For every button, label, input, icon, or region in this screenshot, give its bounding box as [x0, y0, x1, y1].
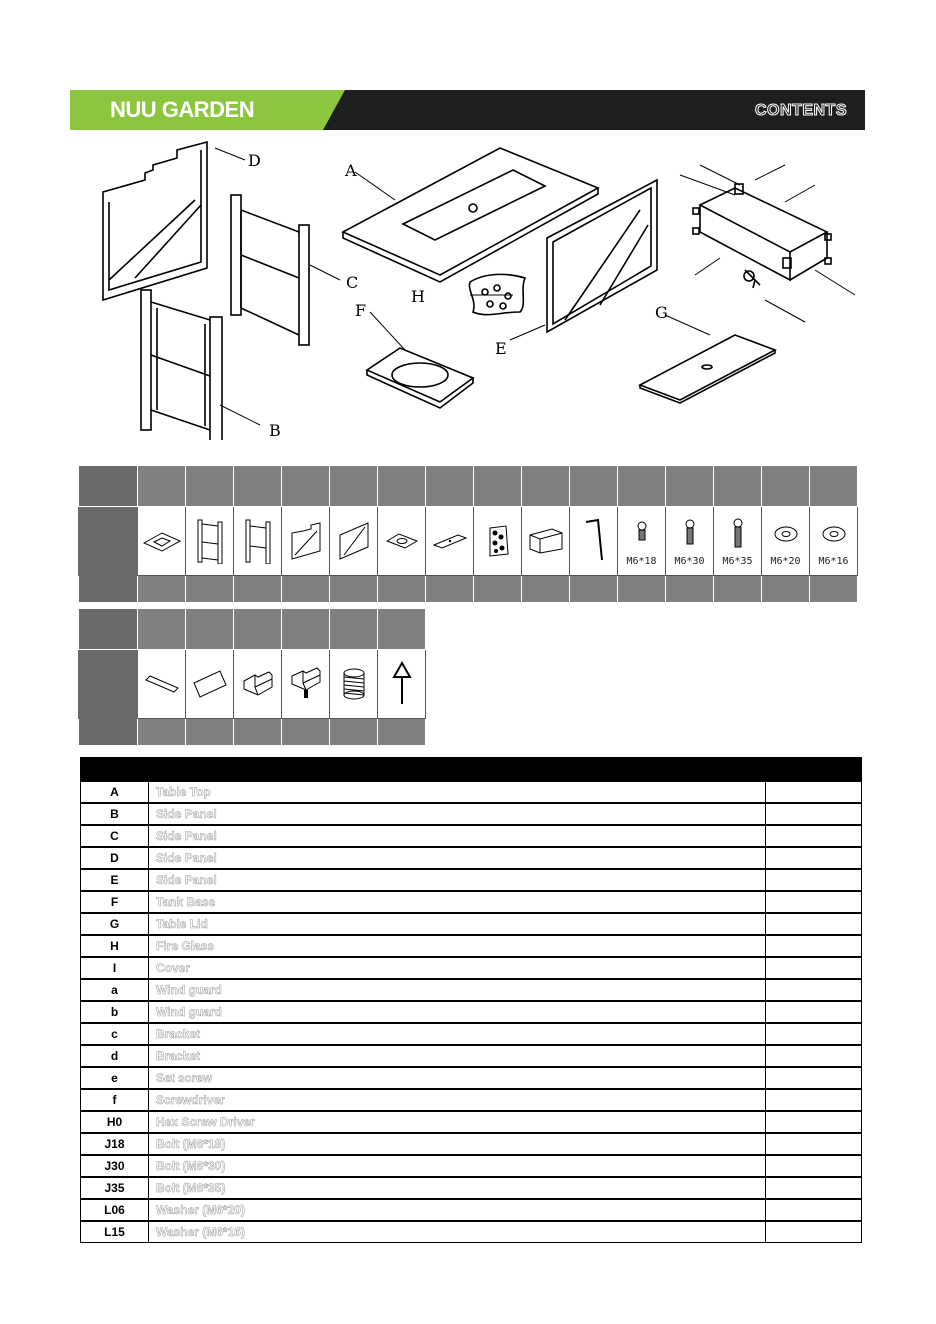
label-f: F	[355, 301, 367, 320]
grid-footer-cell	[762, 576, 810, 603]
part-code: f	[81, 1089, 149, 1111]
part-description: Screwdriver	[149, 1089, 766, 1111]
grid-header-cell	[474, 466, 522, 507]
hex-driver-icon	[570, 507, 618, 576]
grid-picture-lead	[79, 650, 138, 719]
tray-drawing	[693, 184, 831, 288]
part-code: a	[81, 979, 149, 1001]
grid-header-cell	[186, 466, 234, 507]
table-row	[81, 1001, 862, 1023]
part-code: G	[81, 913, 149, 935]
table-row	[81, 1155, 862, 1177]
part-description: Side Panel	[149, 847, 766, 869]
grid-header-row	[79, 466, 858, 507]
grid-picture-row	[79, 507, 858, 576]
part-c-drawing	[231, 195, 309, 345]
side-panel-e-icon	[330, 507, 378, 576]
part-code: J35	[81, 1177, 149, 1199]
grid-footer-cell	[234, 719, 282, 746]
table-row	[81, 803, 862, 825]
header-cell	[149, 758, 766, 782]
part-quantity	[766, 803, 862, 825]
part-quantity	[766, 869, 862, 891]
table-row	[81, 935, 862, 957]
part-quantity	[766, 1089, 862, 1111]
part-description: Tank Base	[149, 891, 766, 913]
part-quantity	[766, 1067, 862, 1089]
part-g-drawing	[640, 335, 775, 403]
grid-footer-cell	[330, 576, 378, 603]
part-quantity	[766, 781, 862, 803]
grid-header-cell	[522, 466, 570, 507]
table-row	[81, 913, 862, 935]
grid-picture-row	[79, 650, 426, 719]
fire-glass-icon	[474, 507, 522, 576]
parts-list-table	[80, 757, 862, 1243]
grid-header-cell	[666, 466, 714, 507]
part-quantity	[766, 1177, 862, 1199]
label-d: D	[248, 151, 261, 170]
part-quantity	[766, 979, 862, 1001]
grid-footer-row	[79, 719, 426, 746]
table-row	[81, 847, 862, 869]
table-row	[81, 1089, 862, 1111]
parts-grid-1	[78, 465, 858, 603]
part-description: Wind guard	[149, 1001, 766, 1023]
part-description: Side Panel	[149, 803, 766, 825]
part-a-drawing	[343, 148, 598, 282]
header-banner	[70, 90, 865, 130]
part-code: L15	[81, 1221, 149, 1243]
grid-header-cell	[138, 466, 186, 507]
part-code: e	[81, 1067, 149, 1089]
grid-header-cell	[330, 609, 378, 650]
brand-name: NUU GARDEN	[110, 97, 255, 122]
grid-header-cell	[618, 466, 666, 507]
grid-footer-cell	[282, 719, 330, 746]
table-row	[81, 1111, 862, 1133]
part-code: F	[81, 891, 149, 913]
part-description: Side Panel	[149, 869, 766, 891]
part-description: Bracket	[149, 1023, 766, 1045]
part-description: Washer (M6*16)	[149, 1221, 766, 1243]
part-quantity	[766, 957, 862, 979]
part-code: D	[81, 847, 149, 869]
table-row	[81, 1221, 862, 1243]
exploded-diagram	[95, 140, 865, 440]
header-cell	[766, 758, 862, 782]
table-row	[81, 891, 862, 913]
part-code: E	[81, 869, 149, 891]
part-code: J30	[81, 1155, 149, 1177]
tank-base-small-icon	[378, 507, 426, 576]
cover-icon	[522, 507, 570, 576]
label-g: G	[655, 303, 668, 322]
part-code: B	[81, 803, 149, 825]
part-code: b	[81, 1001, 149, 1023]
washer-icon	[810, 507, 858, 576]
table-row	[81, 1133, 862, 1155]
grid-header-cell	[282, 609, 330, 650]
part-description: Fire Glass	[149, 935, 766, 957]
part-quantity	[766, 1001, 862, 1023]
table-row	[81, 957, 862, 979]
size-label: M6*18	[626, 556, 657, 567]
part-quantity	[766, 847, 862, 869]
part-quantity	[766, 1111, 862, 1133]
table-row	[81, 1067, 862, 1089]
grid-header-row	[79, 609, 426, 650]
size-label: M6*16	[818, 556, 849, 567]
grid-footer-cell	[330, 719, 378, 746]
grid-picture-lead	[79, 507, 138, 576]
table-row	[81, 1045, 862, 1067]
section-title: CONTENTS	[755, 102, 847, 119]
part-description: Wind guard	[149, 979, 766, 1001]
grid-header-cell	[378, 466, 426, 507]
grid-footer-row	[79, 576, 858, 603]
grid-footer-cell	[426, 576, 474, 603]
grid-footer-cell	[138, 576, 186, 603]
bolt-icon	[618, 507, 666, 576]
table-row	[81, 1177, 862, 1199]
part-description: Side Panel	[149, 825, 766, 847]
grid-header-cell	[714, 466, 762, 507]
bracket-d-icon	[282, 650, 330, 719]
part-description: Hex Screw Driver	[149, 1111, 766, 1133]
wind-guard-b-icon	[186, 650, 234, 719]
table-row	[81, 781, 862, 803]
grid-footer-cell	[378, 719, 426, 746]
grid-footer-cell	[522, 576, 570, 603]
label-h: H	[411, 287, 425, 306]
part-code: C	[81, 825, 149, 847]
grid-footer-cell	[714, 576, 762, 603]
side-panel-d-icon	[282, 507, 330, 576]
part-quantity	[766, 1045, 862, 1067]
part-description: Bolt (M6*35)	[149, 1177, 766, 1199]
part-d-drawing	[103, 142, 207, 300]
part-description: Bolt (M6*18)	[149, 1133, 766, 1155]
wind-guard-a-icon	[138, 650, 186, 719]
side-panel-c-icon	[234, 507, 282, 576]
grid-header-cell	[378, 609, 426, 650]
part-f-drawing	[367, 348, 473, 408]
grid-footer-cell	[234, 576, 282, 603]
set-screw-icon	[330, 650, 378, 719]
grid-footer-cell	[570, 576, 618, 603]
part-b-drawing	[141, 290, 222, 440]
part-code: I	[81, 957, 149, 979]
part-code: A	[81, 781, 149, 803]
part-code: H	[81, 935, 149, 957]
table-lid-icon	[426, 507, 474, 576]
washer-icon	[762, 507, 810, 576]
part-description: Cover	[149, 957, 766, 979]
grid-footer-cell	[79, 719, 138, 746]
grid-header-cell	[79, 609, 138, 650]
grid-header-cell	[234, 609, 282, 650]
part-description: Table Lid	[149, 913, 766, 935]
part-code: J18	[81, 1133, 149, 1155]
tank-base-icon	[138, 507, 186, 576]
part-code: d	[81, 1045, 149, 1067]
grid-header-cell	[762, 466, 810, 507]
grid-footer-cell	[474, 576, 522, 603]
size-label: M6*30	[674, 556, 705, 567]
grid-header-cell	[138, 609, 186, 650]
grid-footer-cell	[378, 576, 426, 603]
label-b: B	[269, 421, 281, 440]
grid-footer-cell	[810, 576, 858, 603]
grid-footer-cell	[79, 576, 138, 603]
screwdriver-icon	[378, 650, 426, 719]
part-description: Washer (M6*20)	[149, 1199, 766, 1221]
part-description: Bolt (M6*30)	[149, 1155, 766, 1177]
part-quantity	[766, 913, 862, 935]
label-e: E	[495, 339, 507, 358]
size-label: M6*35	[722, 556, 753, 567]
part-code: H0	[81, 1111, 149, 1133]
parts-grid-2	[78, 608, 426, 746]
table-row	[81, 1199, 862, 1221]
parts-list-header	[81, 758, 862, 782]
bolt-icon	[714, 507, 762, 576]
part-quantity	[766, 1221, 862, 1243]
part-quantity	[766, 1023, 862, 1045]
part-description: Set screw	[149, 1067, 766, 1089]
grid-footer-cell	[186, 576, 234, 603]
table-row	[81, 825, 862, 847]
bolt-icon	[666, 507, 714, 576]
label-c: C	[346, 273, 359, 292]
part-description: Bracket	[149, 1045, 766, 1067]
part-e-drawing	[547, 180, 657, 332]
part-code: L06	[81, 1199, 149, 1221]
bracket-c-icon	[234, 650, 282, 719]
grid-header-cell	[330, 466, 378, 507]
table-row	[81, 1023, 862, 1045]
grid-header-cell	[282, 466, 330, 507]
part-quantity	[766, 1133, 862, 1155]
part-code: c	[81, 1023, 149, 1045]
grid-header-cell	[570, 466, 618, 507]
table-row	[81, 869, 862, 891]
side-panel-b-icon	[186, 507, 234, 576]
grid-footer-cell	[666, 576, 714, 603]
grid-footer-cell	[618, 576, 666, 603]
table-row	[81, 979, 862, 1001]
grid-header-cell	[810, 466, 858, 507]
grid-header-cell	[234, 466, 282, 507]
part-quantity	[766, 1155, 862, 1177]
part-quantity	[766, 1199, 862, 1221]
part-quantity	[766, 935, 862, 957]
grid-header-cell	[186, 609, 234, 650]
part-quantity	[766, 891, 862, 913]
grid-header-cell	[79, 466, 138, 507]
part-description: Table Top	[149, 781, 766, 803]
grid-footer-cell	[186, 719, 234, 746]
grid-footer-cell	[282, 576, 330, 603]
size-label: M6*20	[770, 556, 801, 567]
header-cell	[81, 758, 149, 782]
grid-footer-cell	[138, 719, 186, 746]
grid-header-cell	[426, 466, 474, 507]
label-a: A	[345, 161, 357, 180]
part-quantity	[766, 825, 862, 847]
